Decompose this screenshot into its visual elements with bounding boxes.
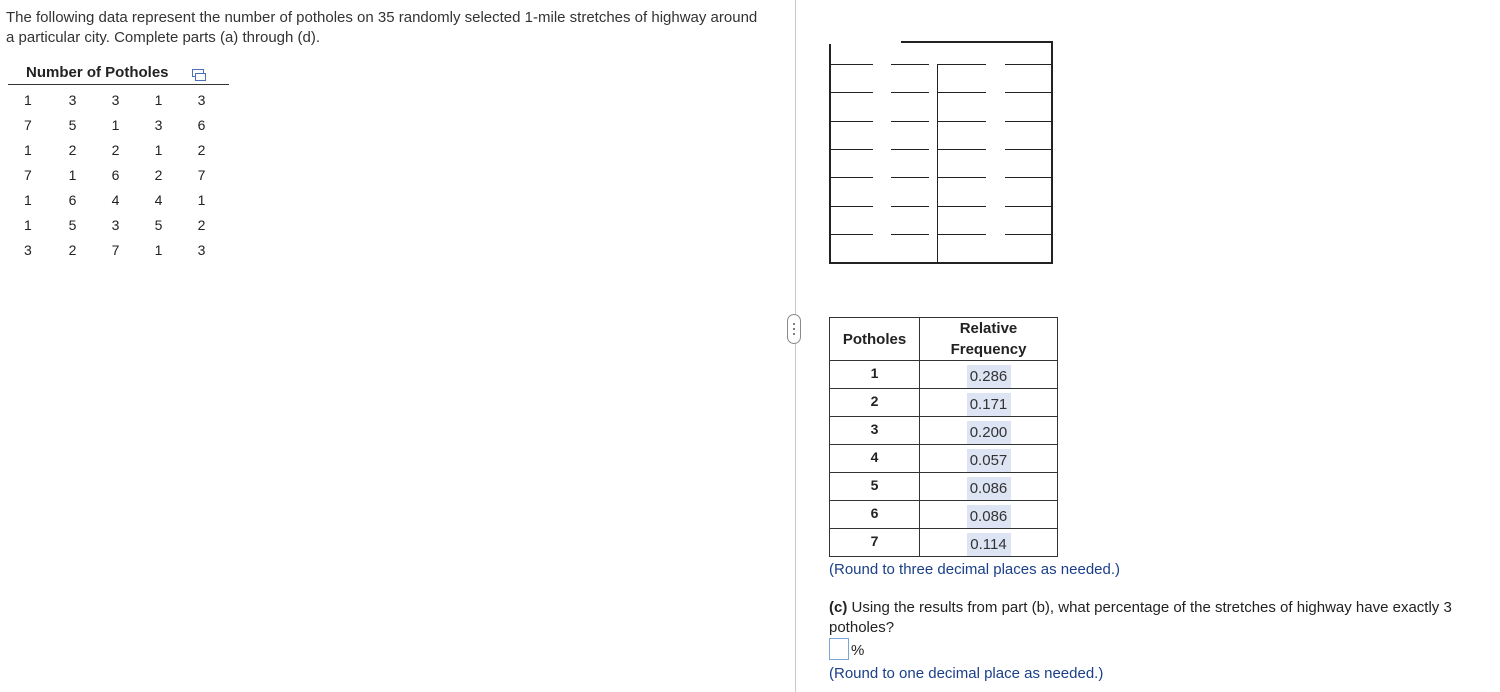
data-cell: 5 — [68, 117, 77, 133]
data-cell: 2 — [197, 217, 206, 233]
relative-frequency-answer[interactable]: 0.286 — [967, 365, 1011, 388]
data-row — [8, 91, 223, 116]
part-c-text: Using the results from part (b), what percentage of the stretches of highway have exactly 3 potholes? — [829, 599, 1452, 636]
relative-frequency-answer[interactable]: 0.057 — [967, 449, 1011, 472]
potholes-cell — [830, 389, 920, 417]
placeholder-rule — [831, 64, 873, 65]
potholes-value: 4 — [870, 449, 879, 465]
potholes-cell — [830, 361, 920, 389]
header-freq-line2: Frequency — [950, 341, 1027, 358]
frequency-row — [830, 417, 1058, 445]
placeholder-rule — [937, 206, 986, 207]
relative-frequency-body — [830, 361, 1058, 557]
data-cell: 7 — [24, 117, 32, 133]
data-cell: 3 — [24, 242, 32, 258]
relative-frequency-answer[interactable]: 0.086 — [967, 505, 1011, 528]
percentage-answer-input[interactable] — [829, 638, 849, 660]
data-row — [8, 166, 223, 191]
placeholder-rule — [1005, 206, 1053, 207]
data-row — [8, 216, 223, 241]
placeholder-rule — [891, 149, 929, 150]
data-row — [8, 241, 223, 266]
data-table-rule — [8, 84, 229, 85]
placeholder-rule — [831, 206, 873, 207]
data-cell: 2 — [154, 167, 163, 183]
data-cell: 7 — [24, 167, 32, 183]
potholes-value: 6 — [870, 505, 879, 521]
data-cell: 5 — [68, 217, 77, 233]
potholes-cell — [830, 445, 920, 473]
placeholder-rule — [831, 149, 873, 150]
placeholder-rule — [831, 121, 873, 122]
potholes-cell — [830, 473, 920, 501]
placeholder-rule — [891, 92, 929, 93]
potholes-cell — [830, 417, 920, 445]
data-cell: 2 — [197, 142, 206, 158]
data-cell: 7 — [111, 242, 120, 258]
round-hint-c: (Round to one decimal place as needed.) — [829, 665, 1104, 682]
data-cell: 1 — [24, 92, 32, 108]
data-cell: 6 — [68, 192, 77, 208]
data-cell: 1 — [24, 192, 32, 208]
potholes-value: 2 — [870, 393, 879, 409]
copy-data-icon[interactable] — [192, 69, 206, 81]
relative-frequency-table — [829, 317, 1058, 557]
data-cell: 1 — [68, 167, 77, 183]
round-hint-b: (Round to three decimal places as needed.) — [829, 561, 1121, 578]
placeholder-rule — [831, 234, 873, 235]
pane-divider — [795, 0, 796, 692]
relative-frequency-cell — [920, 529, 1058, 557]
placeholder-rule — [1005, 92, 1053, 93]
frequency-row — [830, 473, 1058, 501]
data-cell: 7 — [197, 167, 206, 183]
potholes-value: 1 — [870, 365, 879, 381]
data-cell: 4 — [111, 192, 120, 208]
data-cell: 5 — [154, 217, 163, 233]
potholes-data-grid — [8, 91, 223, 266]
data-cell: 1 — [24, 142, 32, 158]
relative-frequency-answer[interactable]: 0.171 — [967, 393, 1011, 416]
placeholder-rule — [891, 234, 929, 235]
potholes-cell — [830, 501, 920, 529]
potholes-value: 7 — [870, 533, 879, 549]
placeholder-rule — [891, 64, 929, 65]
potholes-cell — [830, 529, 920, 557]
frequency-row — [830, 501, 1058, 529]
data-table-title: Number of Potholes — [26, 64, 169, 81]
header-potholes: Potholes — [830, 318, 920, 361]
relative-frequency-answer[interactable]: 0.114 — [967, 533, 1011, 556]
data-row — [8, 191, 223, 216]
problem-statement: The following data represent the number of potholes on 35 randomly selected 1-mile stretches of highway around a particular city. Complete parts (a) through (d). — [6, 9, 758, 46]
relative-frequency-answer[interactable]: 0.200 — [967, 421, 1011, 444]
data-cell: 1 — [154, 142, 163, 158]
relative-frequency-cell — [920, 389, 1058, 417]
data-cell: 3 — [68, 92, 77, 108]
placeholder-rule — [1005, 121, 1053, 122]
percent-sign: % — [851, 642, 865, 659]
placeholder-rule — [937, 121, 986, 122]
data-cell: 3 — [111, 217, 120, 233]
data-cell: 2 — [68, 242, 77, 258]
header-relative-frequency — [920, 318, 1058, 361]
relative-frequency-cell — [920, 361, 1058, 389]
data-cell: 1 — [111, 117, 120, 133]
header-freq-line1: Relative — [959, 320, 1018, 337]
data-row — [8, 116, 223, 141]
placeholder-rule — [831, 177, 873, 178]
data-cell: 1 — [154, 242, 163, 258]
data-cell: 4 — [154, 192, 163, 208]
data-cell: 3 — [111, 92, 120, 108]
placeholder-rule — [831, 92, 873, 93]
relative-frequency-cell — [920, 501, 1058, 529]
data-cell: 2 — [111, 142, 120, 158]
placeholder-rule — [891, 121, 929, 122]
question-part-c — [829, 598, 1494, 638]
data-cell: 6 — [111, 167, 120, 183]
part-c-label: (c) — [829, 599, 848, 616]
relative-frequency-cell — [920, 417, 1058, 445]
data-cell: 1 — [154, 92, 163, 108]
placeholder-rule — [937, 149, 986, 150]
placeholder-rule — [1005, 234, 1053, 235]
frequency-row — [830, 389, 1058, 417]
data-cell: 2 — [68, 142, 77, 158]
relative-frequency-cell — [920, 445, 1058, 473]
data-row — [8, 141, 223, 166]
data-cell: 6 — [197, 117, 206, 133]
relative-frequency-answer[interactable]: 0.086 — [967, 477, 1011, 500]
placeholder-rule — [937, 234, 986, 235]
frequency-row — [830, 361, 1058, 389]
potholes-value: 5 — [870, 477, 879, 493]
placeholder-rule — [1005, 177, 1053, 178]
placeholder-rule — [937, 177, 986, 178]
data-cell: 1 — [24, 217, 32, 233]
placeholder-rule — [1005, 64, 1053, 65]
placeholder-rule — [937, 92, 986, 93]
data-cell: 1 — [197, 192, 206, 208]
frequency-row — [830, 445, 1058, 473]
data-cell: 3 — [197, 242, 206, 258]
placeholder-rule — [1005, 149, 1053, 150]
data-cell: 3 — [154, 117, 163, 133]
data-cell: 3 — [197, 92, 206, 108]
potholes-value: 3 — [870, 421, 879, 437]
frequency-row — [830, 529, 1058, 557]
placeholder-rule — [891, 206, 929, 207]
frequency-table-placeholder — [829, 41, 1053, 264]
placeholder-rule — [937, 64, 986, 65]
placeholder-rule — [891, 177, 929, 178]
relative-frequency-cell — [920, 473, 1058, 501]
pane-resize-handle[interactable] — [787, 314, 801, 344]
